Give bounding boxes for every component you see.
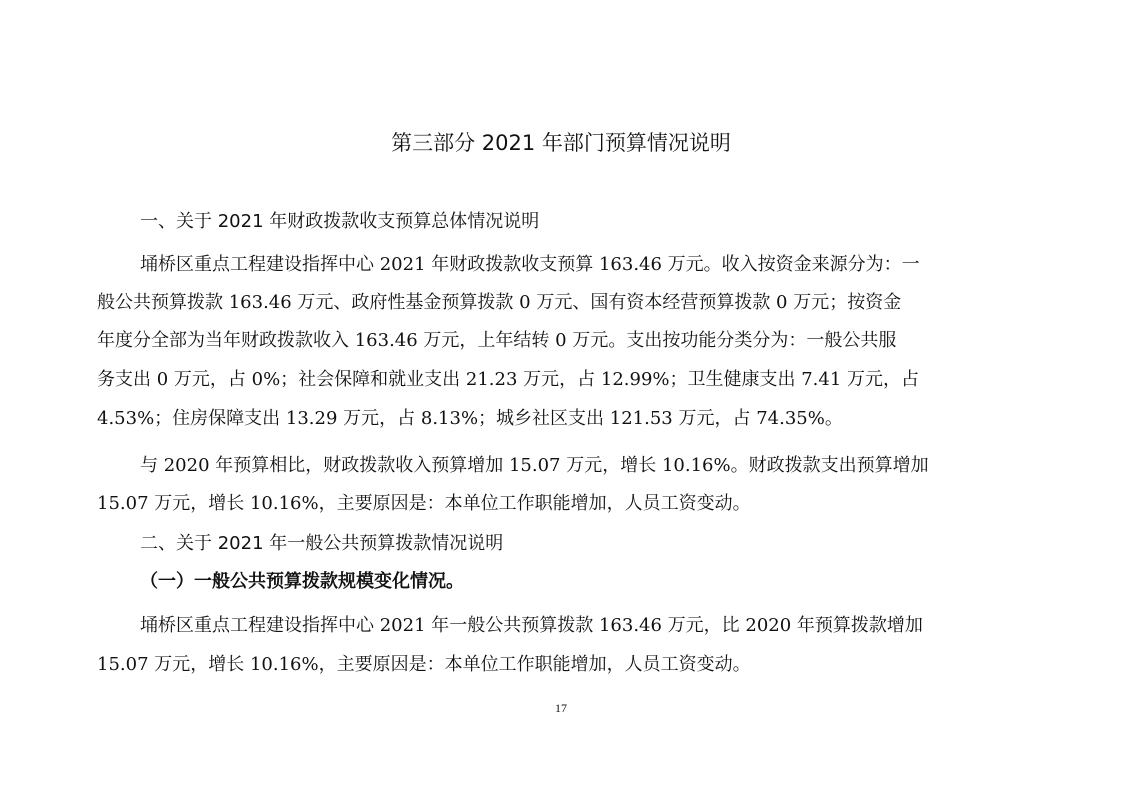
section-1-paragraph-1-line-1: 埇桥区重点工程建设指挥中心 2021 年财政拨款收支预算 163.46 万元。收入按资金来源分为：一 — [140, 254, 920, 275]
section-2-paragraph-1-line-1: 埇桥区重点工程建设指挥中心 2021 年一般公共预算拨款 163.46 万元，比 2020 年预算拨款增加 — [140, 615, 923, 636]
section-2-paragraph-1-line-2: 15.07 万元，增长 10.16%，主要原因是：本单位工作职能增加，人员工资变动。 — [97, 654, 751, 675]
section-1-paragraph-1-line-3: 年度分全部为当年财政拨款收入 163.46 万元，上年结转 0 万元。支出按功能分类分为：一般公共服 — [97, 330, 897, 351]
section-2-heading: 二、关于 2021 年一般公共预算拨款情况说明 — [140, 533, 504, 554]
section-2-subheading: （一）一般公共预算拨款规模变化情况。 — [140, 571, 464, 592]
section-1-heading: 一、关于 2021 年财政拨款收支预算总体情况说明 — [140, 211, 540, 232]
section-1-paragraph-1-line-4: 务支出 0 万元，占 0%；社会保障和就业支出 21.23 万元，占 12.99%；卫生健康支出 7.41 万元，占 — [97, 369, 920, 390]
section-1-paragraph-1-line-5: 4.53%；住房保障支出 13.29 万元，占 8.13%；城乡社区支出 121.53 万元，占 74.35%。 — [97, 408, 843, 429]
section-1-paragraph-2-line-1: 与 2020 年预算相比，财政拨款收入预算增加 15.07 万元，增长 10.16%。财政拨款支出预算增加 — [140, 455, 929, 476]
page-title: 第三部分 2021 年部门预算情况说明 — [391, 131, 731, 155]
section-1-paragraph-1-line-2: 般公共预算拨款 163.46 万元、政府性基金预算拨款 0 万元、国有资本经营预算拨款 0 万元；按资金 — [97, 292, 902, 313]
page-number: 17 — [555, 701, 567, 715]
section-1-paragraph-2-line-2: 15.07 万元，增长 10.16%，主要原因是：本单位工作职能增加，人员工资变动。 — [97, 493, 751, 514]
